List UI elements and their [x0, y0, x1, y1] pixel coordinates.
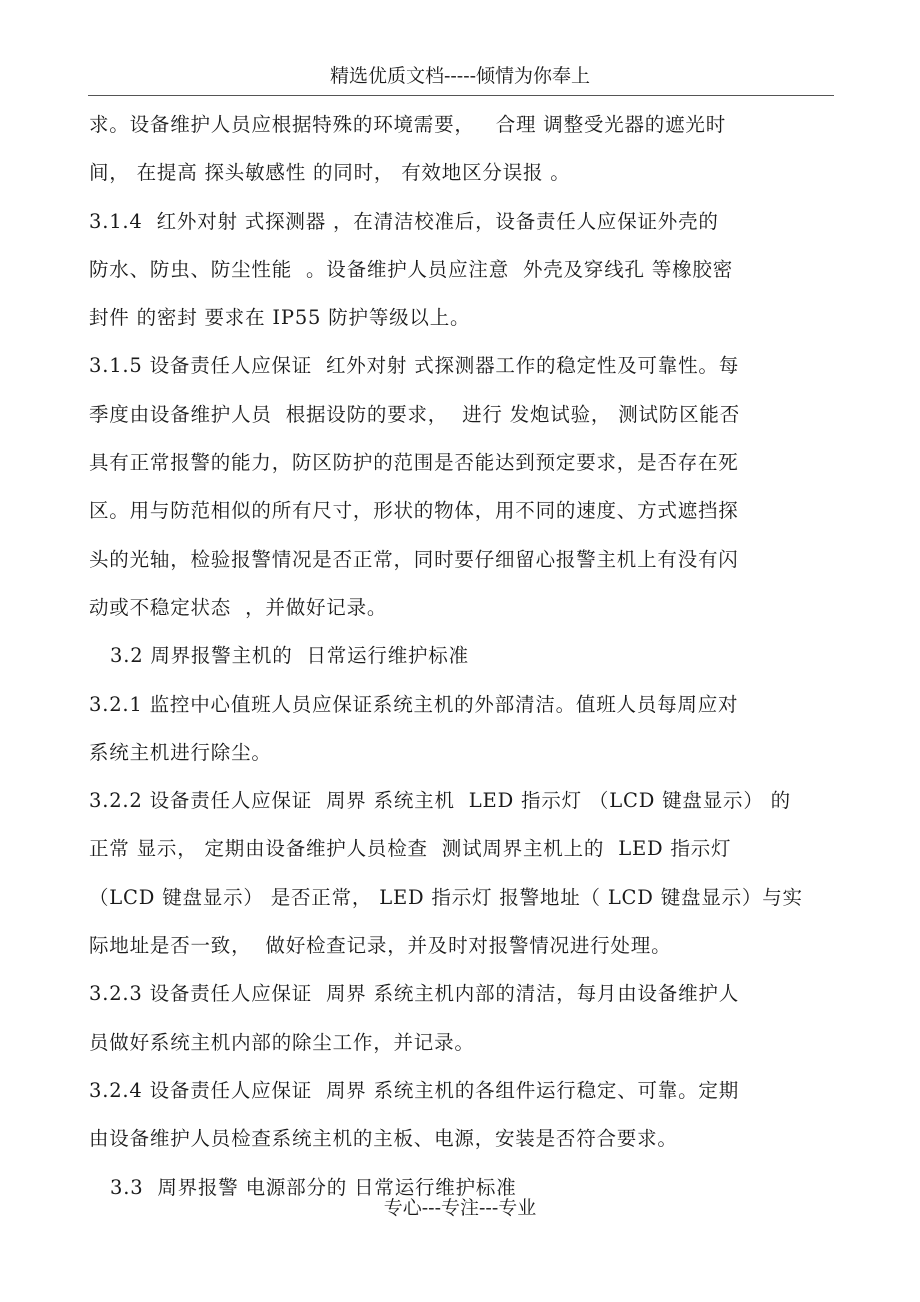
page-footer: 专心---专注---专业 — [383, 1197, 537, 1219]
text-line: 间， 在提高 探头敏感性 的同时， 有效地区分误报 。 — [89, 161, 571, 185]
text-line: 动或不稳定状态 ，并做好记录。 — [89, 595, 388, 619]
text-line: 防水、防虫、防尘性能 。设备维护人员应注意 外壳及穿线孔 等橡胶密 — [89, 257, 733, 281]
text-line: 3.2.3 设备责任人应保证 周界 系统主机内部的清洁，每月由设备维护人 — [89, 982, 740, 1006]
page-header: 精选优质文档-----倾情为你奉上 — [329, 65, 591, 87]
text-line: 求。设备维护人员应根据特殊的环境需要， 合理 调整受光器的遮光时 — [89, 113, 726, 136]
text-line: 季度由设备维护人员 根据设防的要求， 进行 发炮试验， 测试防区能否 — [89, 402, 740, 426]
text-line: 3.1.4 红外对射 式探测器 ，在清洁校准后，设备责任人应保证外壳的 — [89, 209, 719, 233]
document-body — [89, 105, 834, 1216]
text-line: 封件 的密封 要求在 IP55 防护等级以上。 — [89, 306, 471, 330]
text-line: 系统主机进行除尘。 — [89, 740, 272, 764]
text-line: 具有正常报警的能力，防区防护的范围是否能达到预定要求，是否存在死 — [89, 451, 739, 475]
text-line: （LCD 键盘显示） 是否正常， LED 指示灯 报警地址（ LCD 键盘显示）与实 — [89, 885, 803, 909]
text-line: 际地址是否一致， 做好检查记录，并及时对报警情况进行处理。 — [89, 934, 672, 958]
text-line: 员做好系统主机内部的除尘工作，并记录。 — [89, 1030, 475, 1054]
section-heading-3-2: 3.2 周界报警主机的 日常运行维护标准 — [110, 644, 469, 668]
text-line: 3.1.5 设备责任人应保证 红外对射 式探测器工作的稳定性及可靠性。每 — [89, 354, 740, 378]
text-line: 3.2.1 监控中心值班人员应保证系统主机的外部清洁。值班人员每周应对 — [89, 692, 739, 716]
section-heading-3-3: 3.3 周界报警 电源部分的 日常运行维护标准 — [110, 1175, 517, 1199]
text-line: 正常 显示， 定期由设备维护人员检查 测试周界主机上的 LED 指示灯 — [89, 837, 732, 861]
text-line: 区。用与防范相似的所有尺寸，形状的物体，用不同的速度、方式遮挡探 — [89, 499, 739, 523]
text-line: 3.2.4 设备责任人应保证 周界 系统主机的各组件运行稳定、可靠。定期 — [89, 1078, 740, 1102]
text-line: 头的光轴，检验报警情况是否正常，同时要仔细留心报警主机上有没有闪 — [89, 547, 739, 571]
header-rule — [88, 95, 834, 96]
text-line: 由设备维护人员检查系统主机的主板、电源，安装是否符合要求。 — [89, 1127, 678, 1151]
text-line: 3.2.2 设备责任人应保证 周界 系统主机 LED 指示灯 （LCD 键盘显示） 的 — [89, 789, 791, 813]
